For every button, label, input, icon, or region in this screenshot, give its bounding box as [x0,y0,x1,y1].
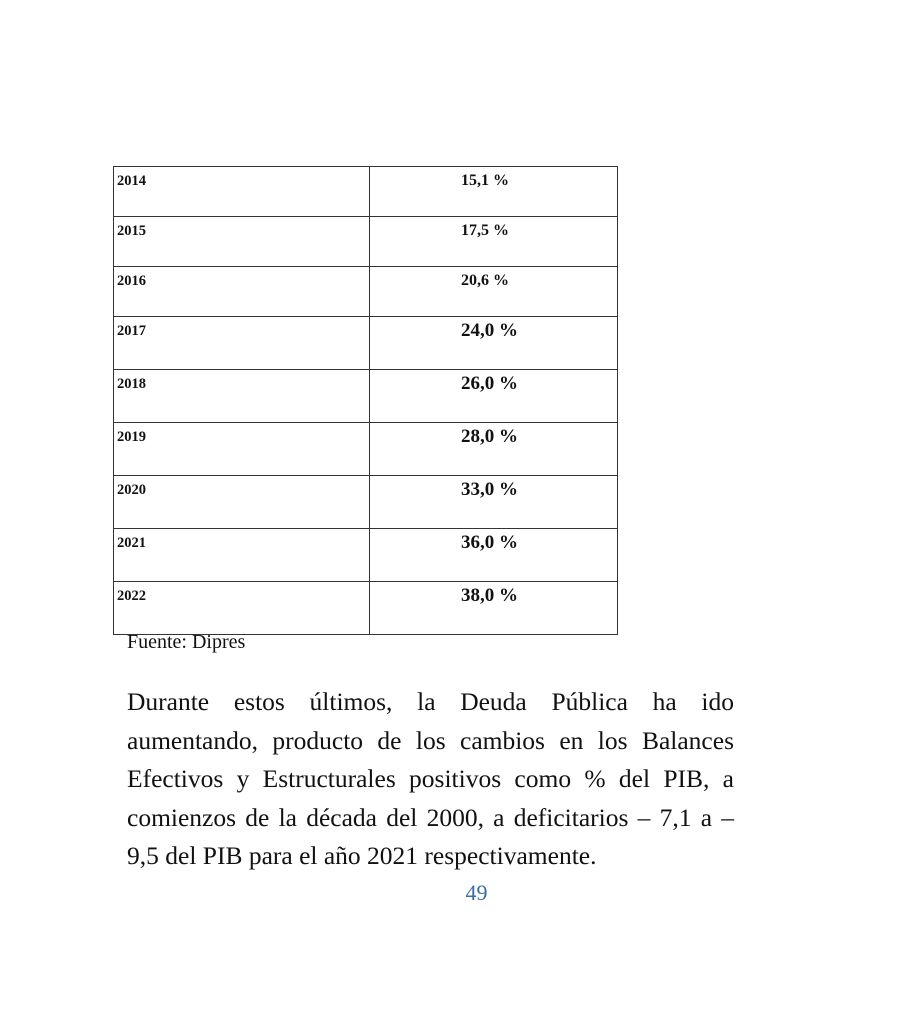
body-paragraph: Durante estos últimos, la Deuda Pública ha ido aumentando, producto de los cambios en los Balances Efectivos y Estructurales positivos como % del PIB, a comienzos de la década del 2000, a deficitarios – 7,1 a – 9,5 del PIB para el año 2021 respectivamente. [127,687,734,870]
table-row [114,217,618,267]
year-cell: 2015 [114,217,370,267]
value-cell: 36,0 % [370,529,618,582]
value-cell: 26,0 % [370,370,618,423]
table-row [114,423,618,476]
year-cell: 2022 [114,582,370,635]
value-cell: 28,0 % [370,423,618,476]
table-row [114,529,618,582]
value-cell: 20,6 % [370,267,618,317]
value-cell: 38,0 % [370,582,618,635]
year-cell: 2020 [114,476,370,529]
table-row [114,267,618,317]
year-cell: 2014 [114,167,370,217]
year-cell: 2021 [114,529,370,582]
table-row [114,370,618,423]
year-cell: 2016 [114,267,370,317]
table-row [114,582,618,635]
value-cell: 17,5 % [370,217,618,267]
value-cell: 15,1 % [370,167,618,217]
table-row [114,167,618,217]
table-row [114,476,618,529]
value-cell: 33,0 % [370,476,618,529]
year-cell: 2019 [114,423,370,476]
value-cell: 24,0 % [370,317,618,370]
table-row [114,317,618,370]
page-number: 49 [465,880,488,905]
year-cell: 2017 [114,317,370,370]
year-cell: 2018 [114,370,370,423]
table-source: Fuente: Dipres [127,631,246,653]
debt-table [113,166,618,635]
